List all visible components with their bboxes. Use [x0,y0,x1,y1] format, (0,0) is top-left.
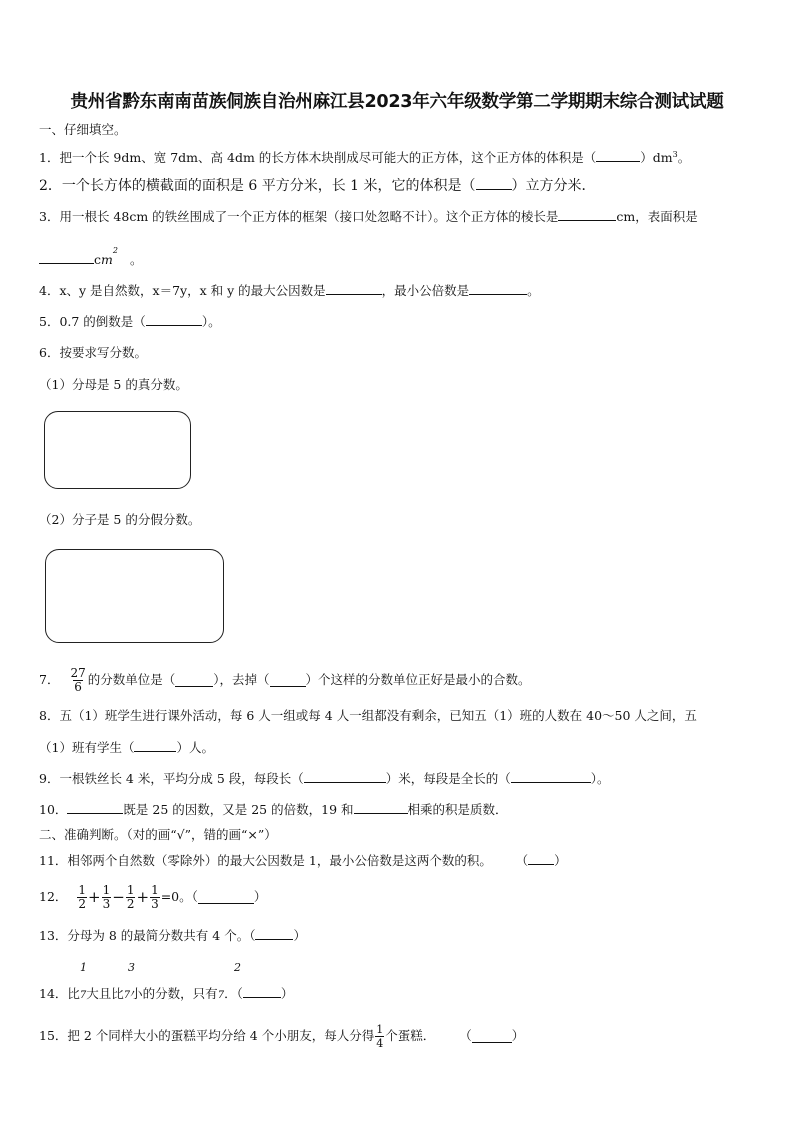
section-1-heading: 一、仔细填空。 [39,122,127,137]
answer-blank[interactable] [354,801,408,814]
question-14: 14．比7大且比7小的分数，只有7．（ ） [39,986,294,1001]
fraction-1-2: $\frac{1}{2}$ [78,882,87,911]
page-title: 贵州省黔东南南苗族侗族自治州麻江县2023年六年级数学第二学期期末综合测试试题 [70,92,724,112]
fraction-1-3: $\frac{1}{3}$ [102,882,111,911]
question-12: 12． $\frac{1}{2}$ + $\frac{1}{3}$ − $\frac{1}{2}$ + $\frac{1}{3}$ =0。（ ） [39,882,267,911]
answer-blank[interactable] [304,770,386,783]
fraction-27-6: $\frac{27}{6}$ [70,665,86,694]
answer-blank[interactable] [39,251,94,264]
section-2-heading: 二、准确判断。（对的画“√”，错的画“×”） [39,827,277,842]
answer-blank[interactable] [469,282,527,295]
fraction-1-3: $\frac{1}{3}$ [151,882,159,911]
answer-blank[interactable] [67,801,123,814]
fraction-numerator: 3 [128,961,135,974]
fraction-1-4: $\frac{1}{4}$ [376,1022,384,1050]
question-9: 9．一根铁丝长 4 米，平均分成 5 段，每段长（ ）米，每段是全长的（ ）。 [39,771,610,786]
fraction-numerator: 1 [80,961,87,974]
question-6-part-2: （2）分子是 5 的分假分数。 [39,512,201,527]
answer-blank[interactable] [255,927,293,940]
question-4: 4．x、y 是自然数，x＝7y，x 和 y 的最大公因数是 ，最小公倍数是 。 [39,283,540,298]
question-1: 1．把一个长 9dm、宽 7dm、高 4dm 的长方体木块削成尽可能大的正方体，这个正方体的体积是（ ）$dm^3$。 [39,150,691,166]
fraction-numerator: 2 [234,961,241,974]
question-6-part-1: （1）分母是 5 的真分数。 [39,377,188,392]
answer-blank[interactable] [243,985,281,998]
question-5: 5．0.7 的倒数是（ ）。 [39,314,221,329]
answer-blank[interactable] [558,208,616,221]
question-15: 15．把 2 个同样大小的蛋糕平均分给 4 个小朋友，每人分得 $\frac{1}{4}$ 个蛋糕． （ ） [39,1022,525,1050]
answer-box-2[interactable] [45,549,224,643]
question-6: 6．按要求写分数。 [39,345,147,360]
answer-blank[interactable] [476,177,512,190]
answer-box-1[interactable] [44,411,191,489]
answer-blank[interactable] [472,1030,512,1043]
answer-blank[interactable] [146,313,202,326]
answer-blank[interactable] [511,770,591,783]
question-13: 13．分母为 8 的最简分数共有 4 个。（ ） [39,928,306,943]
question-7: 7． $\frac{27}{6}$ 的分数单位是（ ），去掉（ ）个这样的分数单位正好是最小的合数。 [39,665,531,694]
answer-blank[interactable] [198,891,254,904]
answer-blank[interactable] [326,282,382,295]
answer-blank[interactable] [134,739,176,752]
answer-blank[interactable] [270,674,306,687]
answer-blank[interactable] [175,674,213,687]
fraction-1-2: $\frac{1}{2}$ [126,882,135,911]
answer-blank[interactable] [528,852,554,865]
answer-blank[interactable] [596,149,640,162]
question-8: 8．五（1）班学生进行课外活动，每 6 人一组或每 4 人一组都没有剩余，已知五（1）班的人数在 40～50 人之间，五 [39,708,697,723]
question-3-cont: $cm^2$。 [39,248,142,269]
question-2: 2．一个长方体的横截面的面积是 6 平方分米，长 1 米，它的体积是（ ）立方分米． [39,178,596,194]
question-3: 3．用一根长 48cm 的铁丝围成了一个正方体的框架（接口处忽略不计）。这个正方体的棱长是 cm，表面积是 [39,209,698,224]
question-10: 10． 既是 25 的因数，又是 25 的倍数，19 和 相乘的积是质数． [39,802,508,817]
question-8-cont: （1）班有学生（ ）人。 [39,740,214,755]
question-11: 11．相邻两个自然数（零除外）的最大公因数是 1，最小公倍数是这两个数的积。 （ ） [39,853,567,868]
